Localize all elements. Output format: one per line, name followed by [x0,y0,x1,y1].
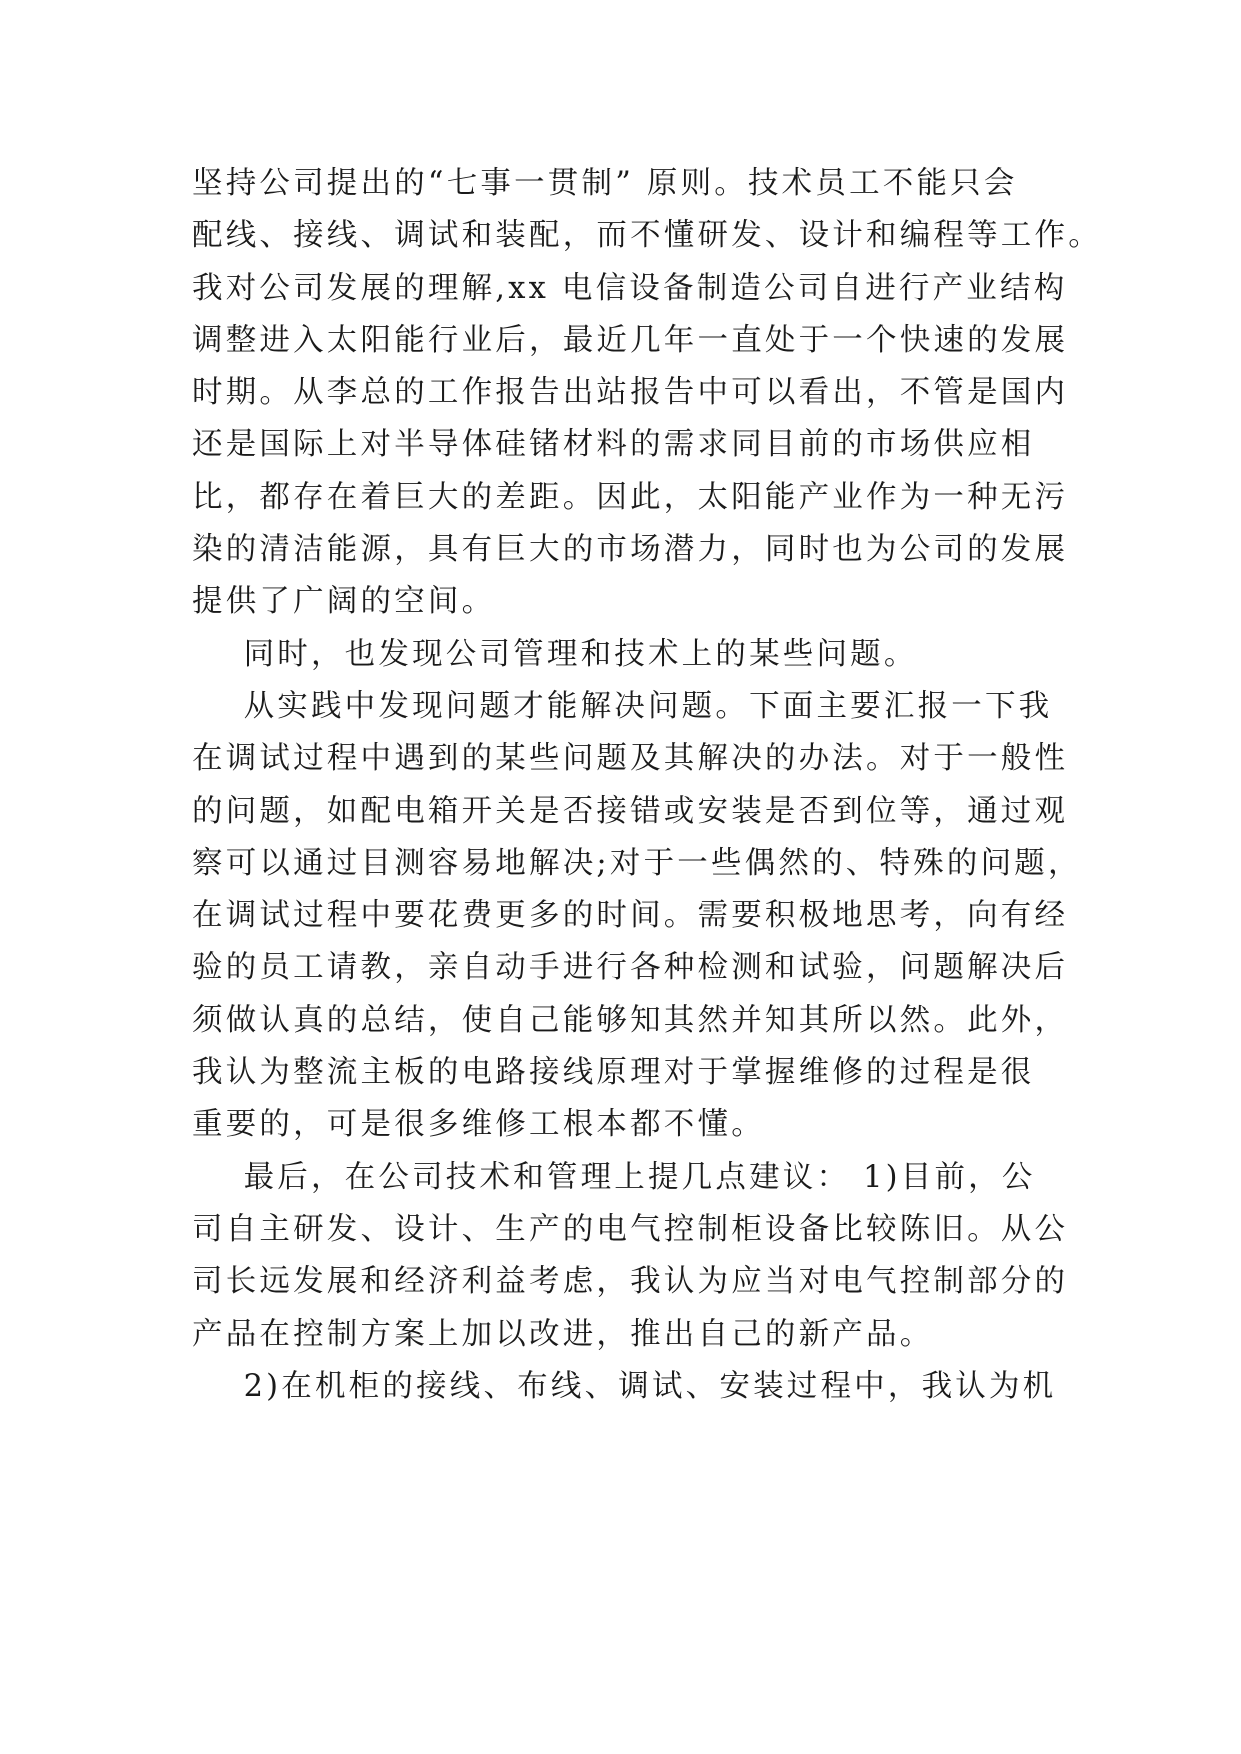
text-line: 2)在机柜的接线、布线、调试、安装过程中，我认为机 [192,1368,1057,1404]
text-line: 染的清洁能源，具有巨大的市场潜力，同时也为公司的发展 [192,532,1069,568]
text-line: 从实践中发现问题才能解决问题。下面主要汇报一下我 [192,688,1053,724]
text-line: 还是国际上对半导体硅锗材料的需求同目前的市场供应相 [192,427,1035,463]
text-line: 比，都存在着巨大的差距。因此，太阳能产业作为一种无污 [192,479,1069,515]
text-line: 在调试过程中要花费更多的时间。需要积极地思考，向有经 [192,898,1069,934]
text-line: 在调试过程中遇到的某些问题及其解决的办法。对于一般性 [192,741,1069,777]
text-line: 同时，也发现公司管理和技术上的某些问题。 [192,636,918,672]
text-line: 重要的，可是很多维修工根本都不懂。 [192,1107,765,1143]
text-line: 的问题，如配电箱开关是否接错或安装是否到位等，通过观 [192,793,1069,829]
text-line: 提供了广阔的空间。 [192,584,496,620]
text-line: 调整进入太阳能行业后，最近几年一直处于一个快速的发展 [192,322,1069,358]
body-text [192,158,1102,1413]
text-line: 我对公司发展的理解,xx 电信设备制造公司自进行产业结构 [192,270,1068,306]
text-line: 司自主研发、设计、生产的电气控制柜设备比较陈旧。从公 [192,1211,1069,1247]
text-line: 最后，在公司技术和管理上提几点建议： 1)目前，公 [192,1159,1036,1195]
text-line: 验的员工请教，亲自动手进行各种检测和试验，问题解决后 [192,950,1069,986]
text-line: 配线、接线、调试和装配，而不懂研发、设计和编程等工作。 [192,218,1102,254]
text-line: 司长远发展和经济利益考虑，我认为应当对电气控制部分的 [192,1264,1069,1300]
text-line: 须做认真的总结，使自己能够知其然并知其所以然。此外， [192,1002,1069,1038]
text-line: 我认为整流主板的电路接线原理对于掌握维修的过程是很 [192,1055,1035,1091]
text-line: 时期。从李总的工作报告出站报告中可以看出，不管是国内 [192,375,1069,411]
text-line: 产品在控制方案上加以改进，推出自己的新产品。 [192,1316,934,1352]
text-line: 察可以通过目测容易地解决;对于一些偶然的、特殊的问题， [192,845,1082,881]
text-line: 坚持公司提出的“七事一贯制” 原则。技术员工不能只会 [192,166,1018,201]
